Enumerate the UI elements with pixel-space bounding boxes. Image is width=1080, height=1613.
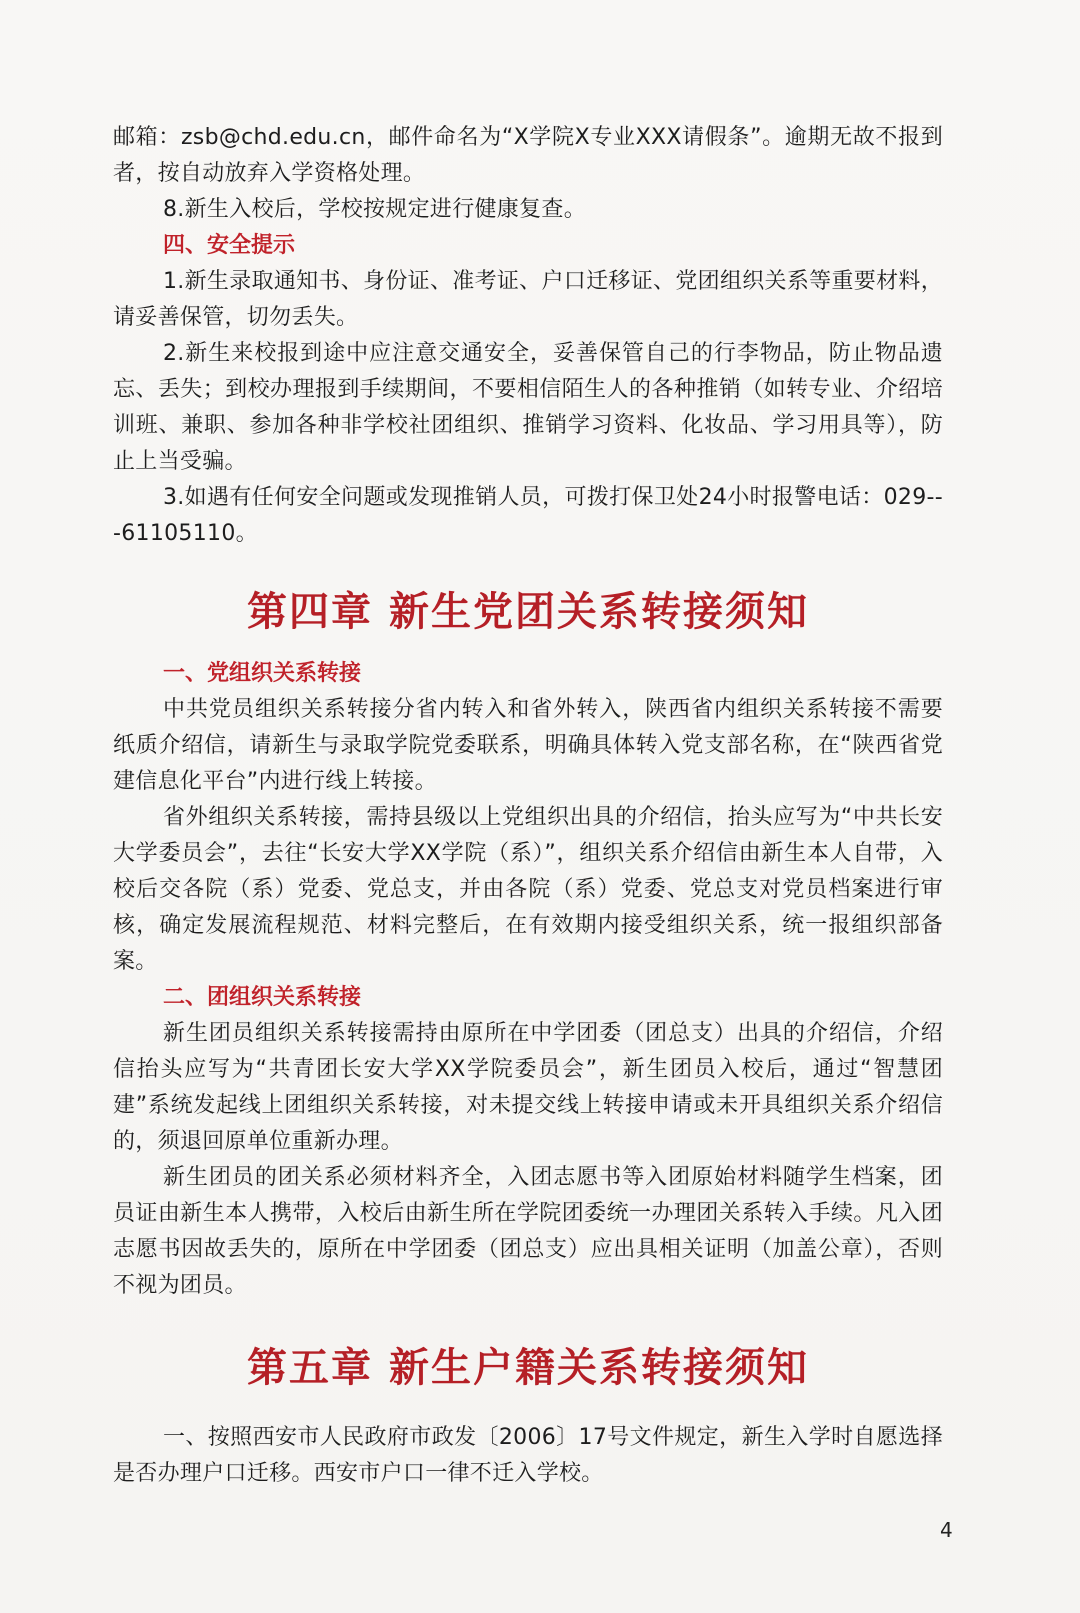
party-transfer-paragraph-1: 中共党员组织关系转接分省内转入和省外转入，陕西省内组织关系转接不需要纸质介绍信，请新生与录取学院党委联系，明确具体转入党支部名称，在“陕西省党建信息化平台”内进行线上转接。 [113,697,943,794]
league-transfer-paragraph-2: 新生团员的团关系必须材料齐全，入团志愿书等入团原始材料随学生档案，团员证由新生本人携带，入校后由新生所在学院团委统一办理团关系转入手续。凡入团志愿书因故丢失的，原所在中学团委（团总支）应出具相关证明（加盖公章），否则不视为团员。 [113,1165,943,1298]
email-instruction-paragraph: 邮箱：zsb@chd.edu.cn，邮件命名为“X学院X专业XXX请假条”。逾期无故不报到者，按自动放弃入学资格处理。 [113,125,943,186]
health-recheck-item: 8.新生入校后，学校按规定进行健康复查。 [163,197,586,222]
party-transfer-paragraph-2: 省外组织关系转接，需持县级以上党组织出具的介绍信，抬头应写为“中共长安大学委员会”，去往“长安大学XX学院（系）”，组织关系介绍信由新生本人自带，入校后交各院（系）党委、党总支，并由各院（系）党委、党总支对党员档案进行审核，确定发展流程规范、材料完整后，在有效期内接受组织关系，统一报组织部备案。 [113,805,943,974]
league-transfer-paragraph-1: 新生团员组织关系转接需持由原所在中学团委（团总支）出具的介绍信，介绍信抬头应写为“共青团长安大学XX学院委员会”，新生团员入校后，通过“智慧团建”系统发起线上团组织关系转接，对未提交线上转接申请或未开具组织关系介绍信的，须退回原单位重新办理。 [113,1021,943,1154]
household-transfer-paragraph: 一、按照西安市人民政府市政发〔2006〕17号文件规定，新生入学时自愿选择是否办理户口迁移。西安市户口一律不迁入学校。 [113,1425,943,1486]
safety-item-1: 1.新生录取通知书、身份证、准考证、户口迁移证、党团组织关系等重要材料，请妥善保管，切勿丢失。 [113,269,943,330]
page-number: 4 [940,1518,953,1542]
chapter-4-title: 第四章 新生党团关系转接须知 [247,589,809,635]
party-transfer-heading: 一、党组织关系转接 [163,661,362,686]
safety-item-3: 3.如遇有任何安全问题或发现推销人员，可拨打保卫处24小时报警电话：029---61105110。 [113,485,943,546]
page-content [113,120,943,1492]
league-transfer-heading: 二、团组织关系转接 [163,985,362,1010]
safety-item-2: 2.新生来校报到途中应注意交通安全，妥善保管自己的行李物品，防止物品遗忘、丢失；到校办理报到手续期间，不要相信陌生人的各种推销（如转专业、介绍培训班、兼职、参加各种非学校社团组织、推销学习资料、化妆品、学习用具等），防止上当受骗。 [113,341,943,474]
safety-tips-heading: 四、安全提示 [163,233,296,258]
chapter-5-title: 第五章 新生户籍关系转接须知 [247,1345,809,1391]
